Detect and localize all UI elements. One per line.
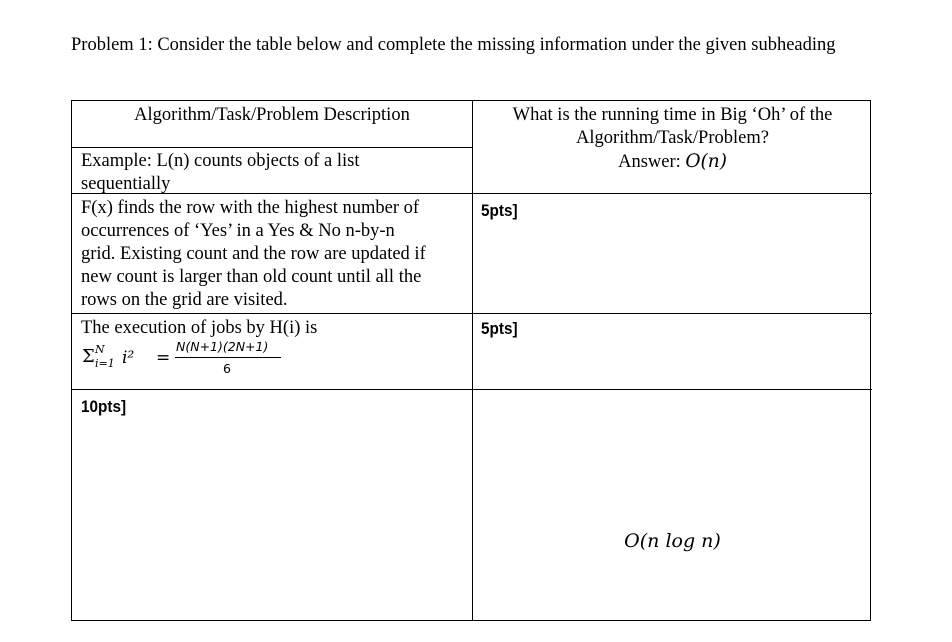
- answer-value: O(n): [685, 151, 727, 172]
- sum-upper-bound: N: [95, 343, 105, 356]
- row1-line: grid. Existing count and the row are updated if: [81, 244, 426, 264]
- sum-term: i²: [122, 348, 135, 368]
- fraction-denominator: 6: [223, 361, 231, 376]
- row3-answer: O(n log n): [624, 530, 721, 552]
- row1-line: occurrences of ‘Yes’ in a Yes & No n-by-n: [81, 221, 395, 241]
- row3-points: 10pts]: [81, 397, 127, 416]
- header-running-time: [473, 104, 872, 174]
- row-divider: [72, 313, 872, 314]
- row-divider: [72, 389, 872, 390]
- example-line: sequentially: [81, 174, 171, 194]
- problem-heading: Problem 1: Consider the table below and complete the missing information under the given subheading: [71, 35, 836, 55]
- header-running-time-line1: What is the running time in Big ‘Oh’ of the: [512, 105, 833, 125]
- example-answer: [473, 150, 872, 174]
- equals-sign: =: [156, 348, 171, 368]
- sum-lower-bound: i=1: [95, 357, 115, 370]
- example-line: Example: L(n) counts objects of a list: [81, 151, 360, 171]
- fraction-numerator: N(N+1)(2N+1): [176, 339, 269, 354]
- fraction-bar: [175, 357, 281, 358]
- header-description: Algorithm/Task/Problem Description: [134, 105, 410, 125]
- row1-line: new count is larger than old count until all the: [81, 267, 422, 287]
- row1-line: F(x) finds the row with the highest number of: [81, 198, 420, 218]
- example-description: [81, 150, 466, 196]
- row1-line: rows on the grid are visited.: [81, 290, 288, 310]
- problem-table: [71, 100, 871, 621]
- header-running-time-line2: Algorithm/Task/Problem?: [576, 128, 769, 148]
- answer-label: Answer:: [618, 152, 686, 172]
- row1-points: 5pts]: [481, 201, 518, 220]
- sum-formula: [82, 339, 342, 382]
- row2-description: The execution of jobs by H(i) is: [81, 318, 318, 338]
- row2-points: 5pts]: [481, 319, 518, 338]
- row1-description: [81, 197, 469, 312]
- sum-symbol: Σ: [82, 346, 95, 367]
- header-underline: [72, 147, 472, 148]
